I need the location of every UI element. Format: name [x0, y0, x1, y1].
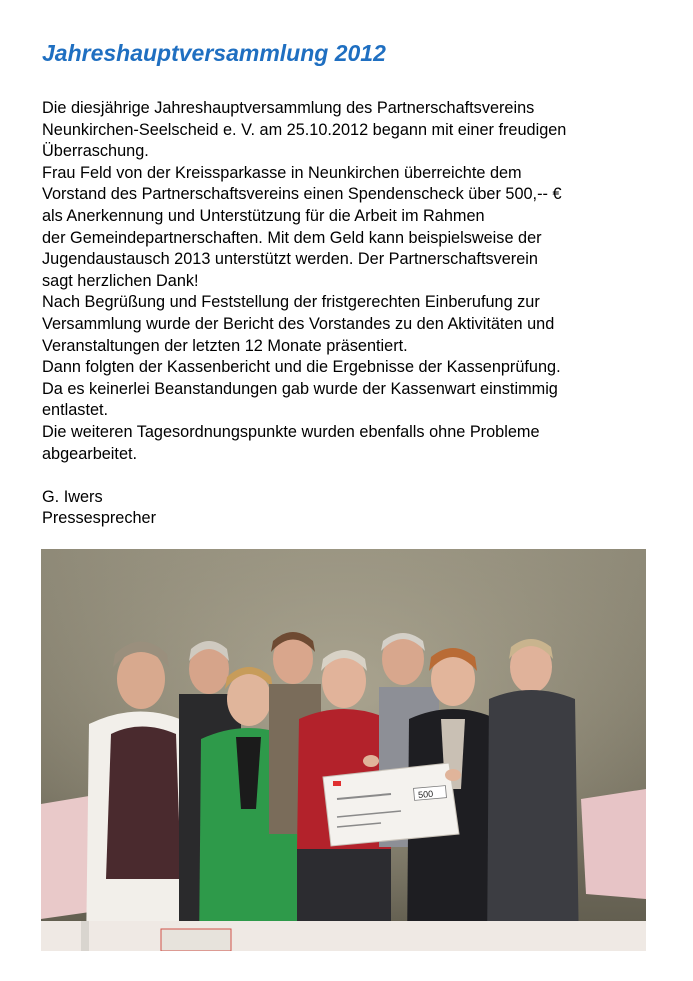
article-line: Jugendaustausch 2013 unterstützt werden. Der Partnerschaftsverein — [42, 250, 538, 269]
donation-cheque — [323, 763, 459, 846]
article-line: Neunkirchen-Seelscheid e. V. am 25.10.2012 begann mit einer freudigen — [42, 120, 567, 139]
signature-name: G. Iwers — [42, 487, 103, 506]
article-line: Die weiteren Tagesordnungspunkte wurden ebenfalls ohne Probleme — [42, 422, 540, 441]
article-body — [42, 98, 662, 530]
article-line: Vorstand des Partnerschaftsvereins einen Spendenscheck über 500,-- € — [42, 185, 562, 204]
cheque-amount: 500 — [417, 788, 434, 801]
article-line: entlastet. — [42, 401, 109, 420]
paragraph-spacer — [42, 465, 662, 487]
article-line: Da es keinerlei Beanstandungen gab wurde der Kassenwart einstimmig — [42, 379, 558, 398]
article-line: Die diesjährige Jahreshauptversammlung des Partnerschaftsvereins — [42, 99, 535, 117]
article-line: der Gemeindepartnerschaften. Mit dem Geld kann beispielsweise der — [42, 228, 542, 247]
article-title: Jahreshauptversammlung 2012 — [42, 40, 386, 66]
article-line: Versammlung wurde der Bericht des Vorstandes zu den Aktivitäten und — [42, 314, 555, 333]
article-line: Dann folgten der Kassenbericht und die Ergebnisse der Kassenprüfung. — [42, 358, 561, 377]
article-line: als Anerkennung und Unterstützung für die Arbeit im Rahmen — [42, 206, 485, 225]
article-line: Überraschung. — [42, 142, 149, 161]
signature-role: Pressesprecher — [42, 509, 157, 528]
article-line: Veranstaltungen der letzten 12 Monate präsentiert. — [42, 336, 408, 355]
group-photo — [41, 549, 646, 951]
article-line: Frau Feld von der Kreissparkasse in Neunkirchen überreichte dem — [42, 163, 522, 182]
group-photo-illustration — [41, 549, 646, 951]
article-line: Nach Begrüßung und Feststellung der fristgerechten Einberufung zur — [42, 293, 540, 312]
article-line: sagt herzlichen Dank! — [42, 271, 199, 290]
article-line: abgearbeitet. — [42, 444, 138, 463]
